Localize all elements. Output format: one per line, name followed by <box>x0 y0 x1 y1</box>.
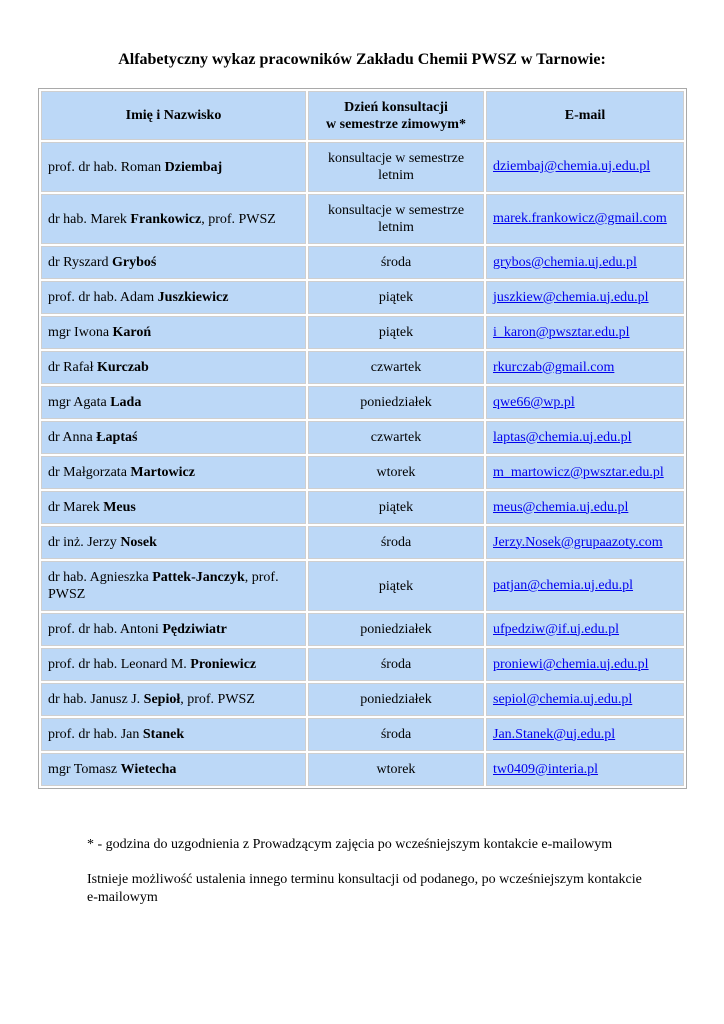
email-cell <box>486 491 684 524</box>
staff-surname: Kurczab <box>96 360 149 375</box>
staff-title-firstname: prof. dr hab. Leonard M. <box>48 657 191 672</box>
staff-name-cell <box>41 683 306 716</box>
table-row <box>41 386 684 419</box>
email-link[interactable]: marek.frankowicz@gmail.com <box>493 211 667 226</box>
email-link[interactable]: Jerzy.Nosek@grupaazoty.com <box>493 534 663 550</box>
staff-name-cell <box>41 648 306 681</box>
email-cell <box>486 561 684 611</box>
staff-title-firstname: dr Marek <box>48 500 104 515</box>
staff-surname: Gryboś <box>111 255 157 270</box>
email-link[interactable]: Jan.Stanek@uj.edu.pl <box>493 726 616 742</box>
staff-title-firstname: prof. dr hab. Antoni <box>48 622 163 637</box>
staff-name-cell <box>41 246 306 279</box>
email-link[interactable]: grybos@chemia.uj.edu.pl <box>493 254 637 270</box>
consultation-day-cell: wtorek <box>308 753 484 786</box>
staff-suffix: , prof. PWSZ <box>180 692 255 707</box>
staff-suffix: , prof. PWSZ <box>201 211 276 227</box>
staff-title-firstname: prof. dr hab. Jan <box>48 727 143 742</box>
email-link[interactable]: dziembaj@chemia.uj.edu.pl <box>493 159 651 174</box>
consultation-day-cell: poniedziałek <box>308 386 484 419</box>
email-cell <box>486 456 684 489</box>
staff-name-cell <box>41 142 306 192</box>
staff-title-firstname: dr Anna <box>48 430 97 445</box>
staff-name-cell <box>41 421 306 454</box>
table-row <box>41 753 684 786</box>
email-cell <box>486 526 684 559</box>
staff-surname: Pattek-Janczyk <box>152 570 245 585</box>
consultation-day-cell: czwartek <box>308 351 484 384</box>
email-cell <box>486 351 684 384</box>
header-day <box>308 91 484 140</box>
consultation-day-cell: piątek <box>308 316 484 349</box>
consultation-day-cell: konsultacje w semestrze letnim <box>308 194 484 244</box>
staff-surname: Łaptaś <box>96 430 138 445</box>
email-cell <box>486 316 684 349</box>
staff-name-cell <box>41 456 306 489</box>
table-row <box>41 648 684 681</box>
staff-title-firstname: prof. dr hab. Adam <box>48 290 158 305</box>
email-cell <box>486 281 684 314</box>
email-cell <box>486 194 684 244</box>
consultation-note: Istnieje możliwość ustalenia innego terminu konsultacji od podanego, po wcześniejszym kontakcie e-mailowym <box>87 872 642 905</box>
table-row <box>41 351 684 384</box>
table-row <box>41 526 684 559</box>
staff-title-firstname: prof. dr hab. Roman <box>48 159 165 175</box>
staff-title-firstname: dr Małgorzata <box>48 465 131 480</box>
staff-surname: Meus <box>103 500 136 515</box>
table-row <box>41 456 684 489</box>
email-cell <box>486 421 684 454</box>
email-link[interactable]: rkurczab@gmail.com <box>493 359 615 375</box>
table-row <box>41 421 684 454</box>
email-link[interactable]: meus@chemia.uj.edu.pl <box>493 499 629 515</box>
email-link[interactable]: sepiol@chemia.uj.edu.pl <box>493 691 633 707</box>
staff-title-firstname: dr Rafał <box>48 360 97 375</box>
staff-surname: Frankowicz <box>130 211 202 227</box>
header-email: E-mail <box>486 91 684 140</box>
staff-name-cell <box>41 718 306 751</box>
email-link[interactable]: tw0409@interia.pl <box>493 761 599 777</box>
consultation-day-cell: środa <box>308 246 484 279</box>
staff-surname: Juszkiewicz <box>157 290 229 305</box>
table-header-row <box>41 91 684 140</box>
consultation-day-cell: środa <box>308 648 484 681</box>
email-link[interactable]: proniewi@chemia.uj.edu.pl <box>493 656 649 672</box>
staff-title-firstname: dr hab. Marek <box>48 211 131 227</box>
consultation-day-cell: środa <box>308 718 484 751</box>
staff-surname: Lada <box>110 395 142 410</box>
staff-name-cell <box>41 351 306 384</box>
table-row <box>41 491 684 524</box>
page-title: Alfabetyczny wykaz pracowników Zakładu Chemii PWSZ w Tarnowie: <box>118 51 606 68</box>
consultation-day-cell: poniedziałek <box>308 613 484 646</box>
table-row <box>41 561 684 611</box>
staff-surname: Stanek <box>142 727 185 742</box>
consultation-day-cell: wtorek <box>308 456 484 489</box>
consultation-day-cell: czwartek <box>308 421 484 454</box>
staff-surname: Karoń <box>112 325 152 340</box>
consultation-day-cell: konsultacje w semestrze letnim <box>308 142 484 192</box>
email-cell <box>486 683 684 716</box>
email-cell <box>486 613 684 646</box>
staff-title-firstname: mgr Tomasz <box>48 762 121 777</box>
email-cell <box>486 648 684 681</box>
staff-name-cell <box>41 386 306 419</box>
staff-name-cell <box>41 753 306 786</box>
staff-name-cell <box>41 491 306 524</box>
email-cell <box>486 246 684 279</box>
table-row <box>41 194 684 244</box>
email-cell <box>486 386 684 419</box>
staff-table <box>38 88 687 789</box>
email-link[interactable]: ufpedziw@if.uj.edu.pl <box>493 621 620 637</box>
email-link[interactable]: qwe66@wp.pl <box>493 394 575 410</box>
email-cell <box>486 753 684 786</box>
staff-name-cell <box>41 281 306 314</box>
staff-surname: Proniewicz <box>190 657 257 672</box>
staff-surname: Nosek <box>120 535 157 550</box>
table-row <box>41 142 684 192</box>
staff-surname: Pędziwiatr <box>162 622 227 637</box>
consultation-day-cell: piątek <box>308 281 484 314</box>
email-link[interactable]: juszkiew@chemia.uj.edu.pl <box>493 289 649 305</box>
email-cell <box>486 718 684 751</box>
consultation-day-cell: piątek <box>308 561 484 611</box>
consultation-day-cell: piątek <box>308 491 484 524</box>
email-link[interactable]: i_karon@pwsztar.edu.pl <box>493 324 630 340</box>
staff-title-firstname: dr hab. Agnieszka <box>48 570 153 585</box>
staff-title-firstname: dr inż. Jerzy <box>48 535 121 550</box>
table-row <box>41 683 684 716</box>
email-cell <box>486 142 684 192</box>
staff-name-cell <box>41 526 306 559</box>
staff-surname: Wietecha <box>120 762 177 777</box>
table-body <box>41 142 684 786</box>
table-row <box>41 281 684 314</box>
staff-title-firstname: dr Ryszard <box>48 255 112 270</box>
staff-name-cell <box>41 613 306 646</box>
staff-name-cell <box>41 316 306 349</box>
staff-surname: Martowicz <box>130 465 195 480</box>
staff-title-firstname: mgr Iwona <box>48 325 113 340</box>
table-row <box>41 613 684 646</box>
consultation-day-cell: poniedziałek <box>308 683 484 716</box>
staff-name-cell <box>41 561 306 611</box>
staff-title-firstname: dr hab. Janusz J. <box>48 692 144 707</box>
email-link[interactable]: m_martowicz@pwsztar.edu.pl <box>493 464 664 480</box>
table-row <box>41 718 684 751</box>
table-row <box>41 316 684 349</box>
footnote: * - godzina do uzgodnienia z Prowadzącym zajęcia po wcześniejszym kontakcie e-mailowym <box>87 837 613 852</box>
staff-surname: Sepioł <box>143 692 181 707</box>
email-link[interactable]: patjan@chemia.uj.edu.pl <box>493 578 634 593</box>
staff-surname: Dziembaj <box>164 159 223 175</box>
consultation-day-cell: środa <box>308 526 484 559</box>
staff-title-firstname: mgr Agata <box>48 395 111 410</box>
staff-name-cell <box>41 194 306 244</box>
table-row <box>41 246 684 279</box>
header-name: Imię i Nazwisko <box>41 91 306 140</box>
header-day-line1: Dzień konsultacji <box>344 99 448 115</box>
email-link[interactable]: laptas@chemia.uj.edu.pl <box>493 429 632 445</box>
staff-suffix: , prof. PWSZ <box>48 570 279 602</box>
header-day-line2: w semestrze zimowym* <box>326 116 466 132</box>
